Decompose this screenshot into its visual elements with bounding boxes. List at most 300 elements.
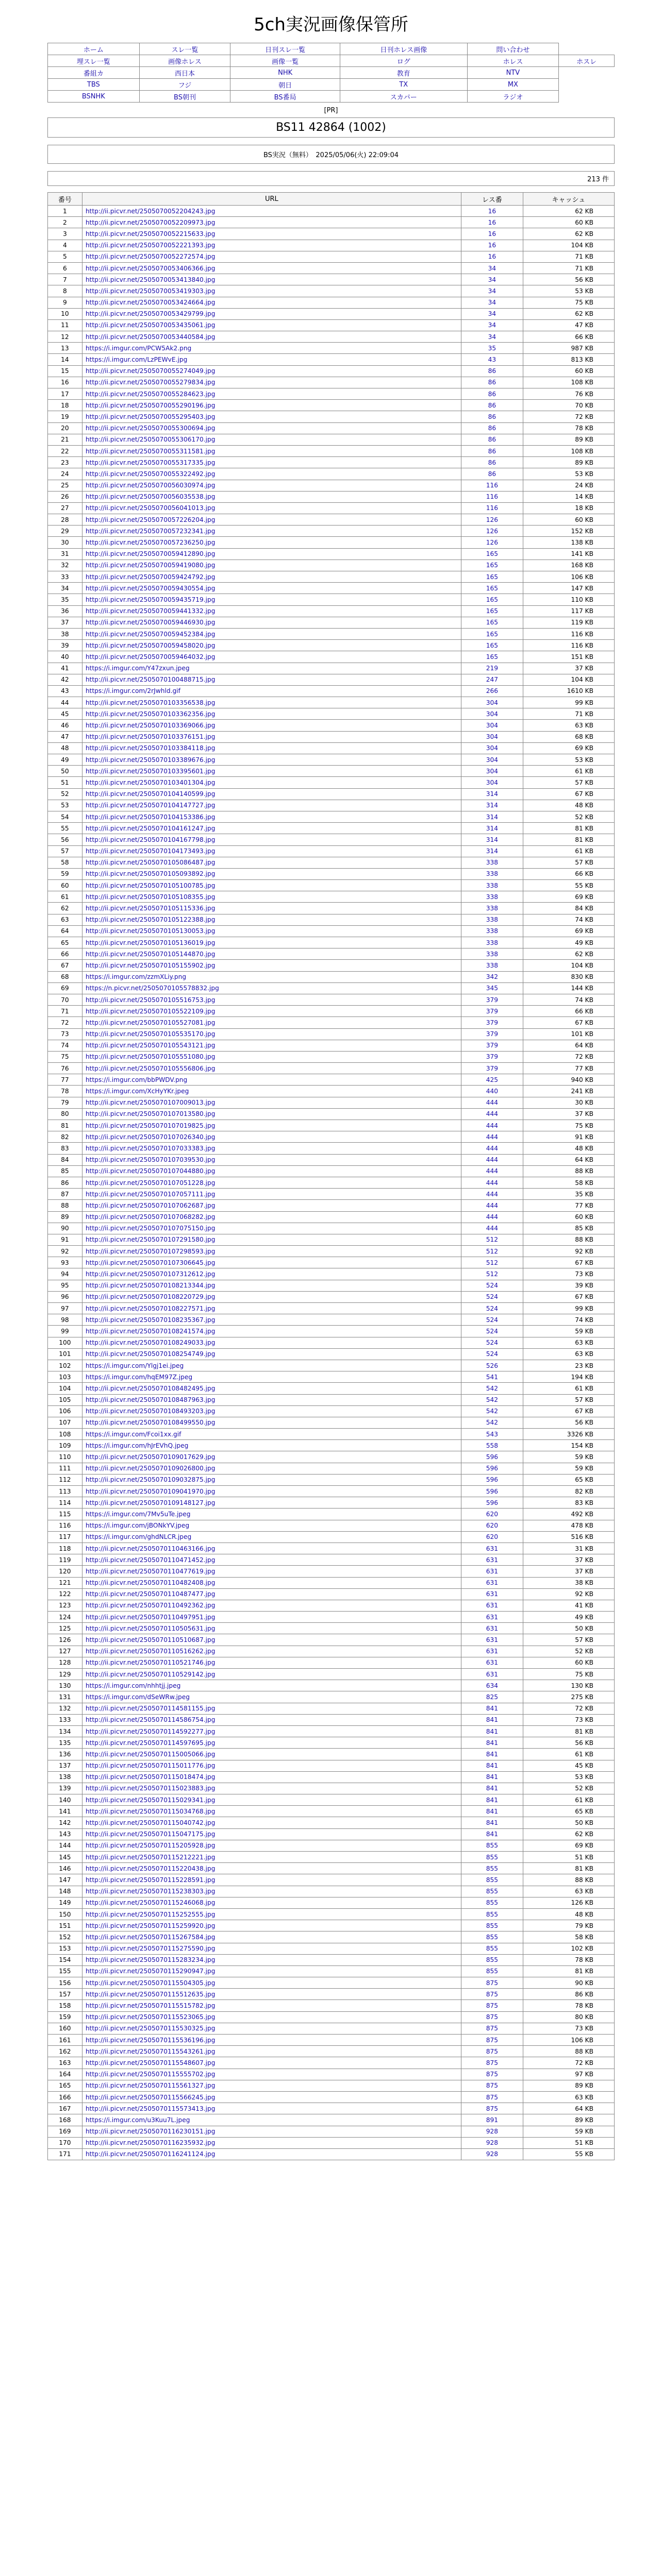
image-url-link[interactable]: http://ii.picvr.net/2505070057232341.jpg xyxy=(82,526,461,537)
res-number-link[interactable]: 875 xyxy=(461,1977,523,1989)
nav-link[interactable]: TX xyxy=(340,79,467,91)
image-url-link[interactable]: http://ii.picvr.net/2505070055317335.jpg xyxy=(82,457,461,468)
image-url-link[interactable]: http://ii.picvr.net/2505070116230151.jpg xyxy=(82,2126,461,2137)
image-url-link[interactable]: http://ii.picvr.net/2505070053413840.jpg xyxy=(82,274,461,285)
res-number-link[interactable]: 855 xyxy=(461,1897,523,1908)
res-number-link[interactable]: 524 xyxy=(461,1348,523,1360)
image-url-link[interactable]: https://i.imgur.com/u3Kuu7L.jpeg xyxy=(82,2114,461,2126)
nav-link[interactable]: NTV xyxy=(467,67,559,79)
image-url-link[interactable]: http://ii.picvr.net/2505070115040742.jpg xyxy=(82,1817,461,1828)
res-number-link[interactable]: 875 xyxy=(461,1989,523,2000)
res-number-link[interactable]: 338 xyxy=(461,960,523,971)
image-url-link[interactable]: http://ii.picvr.net/2505070052204243.jpg xyxy=(82,206,461,217)
image-url-link[interactable]: http://ii.picvr.net/2505070059435719.jpg xyxy=(82,594,461,605)
image-url-link[interactable]: http://ii.picvr.net/2505070110529142.jpg xyxy=(82,1669,461,1680)
image-url-link[interactable]: http://ii.picvr.net/2505070053424664.jpg xyxy=(82,297,461,308)
image-url-link[interactable]: http://ii.picvr.net/2505070107026340.jpg xyxy=(82,1131,461,1143)
image-url-link[interactable]: http://ii.picvr.net/2505070107291580.jpg xyxy=(82,1234,461,1245)
res-number-link[interactable]: 524 xyxy=(461,1337,523,1348)
image-url-link[interactable]: http://ii.picvr.net/2505070107306645.jpg xyxy=(82,1257,461,1268)
image-url-link[interactable]: http://ii.picvr.net/2505070110487477.jpg xyxy=(82,1588,461,1600)
nav-link[interactable]: ホスレ xyxy=(559,55,615,67)
res-number-link[interactable]: 444 xyxy=(461,1211,523,1223)
res-number-link[interactable]: 825 xyxy=(461,1691,523,1703)
image-url-link[interactable]: http://ii.picvr.net/2505070109026800.jpg xyxy=(82,1463,461,1474)
image-url-link[interactable]: http://ii.picvr.net/2505070115504305.jpg xyxy=(82,1977,461,1989)
res-number-link[interactable]: 338 xyxy=(461,948,523,960)
image-url-link[interactable]: http://ii.picvr.net/2505070115005066.jpg xyxy=(82,1749,461,1760)
nav-link[interactable]: ラジオ xyxy=(467,91,559,103)
res-number-link[interactable]: 928 xyxy=(461,2148,523,2160)
res-number-link[interactable]: 165 xyxy=(461,628,523,639)
res-number-link[interactable]: 16 xyxy=(461,228,523,240)
image-url-link[interactable]: http://ii.picvr.net/2505070115252555.jpg xyxy=(82,1908,461,1920)
res-number-link[interactable]: 126 xyxy=(461,526,523,537)
image-url-link[interactable]: http://ii.picvr.net/2505070105551080.jpg xyxy=(82,1051,461,1062)
image-url-link[interactable]: http://ii.picvr.net/2505070104167798.jpg xyxy=(82,834,461,845)
res-number-link[interactable]: 86 xyxy=(461,388,523,400)
image-url-link[interactable]: http://ii.picvr.net/2505070059458020.jpg xyxy=(82,640,461,651)
image-url-link[interactable]: http://ii.picvr.net/2505070103401304.jpg xyxy=(82,777,461,788)
res-number-link[interactable]: 542 xyxy=(461,1417,523,1428)
image-url-link[interactable]: http://ii.picvr.net/2505070105556806.jpg xyxy=(82,1063,461,1074)
res-number-link[interactable]: 126 xyxy=(461,537,523,548)
image-url-link[interactable]: http://ii.picvr.net/2505070110510687.jpg xyxy=(82,1634,461,1646)
nav-link[interactable]: ログ xyxy=(340,55,467,67)
res-number-link[interactable]: 542 xyxy=(461,1405,523,1417)
image-url-link[interactable]: http://ii.picvr.net/2505070105130053.jpg xyxy=(82,925,461,937)
image-url-link[interactable]: http://ii.picvr.net/2505070108213344.jpg xyxy=(82,1280,461,1291)
image-url-link[interactable]: http://ii.picvr.net/2505070110497951.jpg xyxy=(82,1612,461,1623)
nav-link[interactable]: 問い合わせ xyxy=(467,43,559,55)
res-number-link[interactable]: 304 xyxy=(461,754,523,766)
res-number-link[interactable]: 165 xyxy=(461,583,523,594)
res-number-link[interactable]: 34 xyxy=(461,262,523,274)
image-url-link[interactable]: http://ii.picvr.net/2505070115238303.jpg xyxy=(82,1886,461,1897)
res-number-link[interactable]: 86 xyxy=(461,445,523,456)
image-url-link[interactable]: http://ii.picvr.net/2505070115543261.jpg xyxy=(82,2046,461,2057)
image-url-link[interactable]: http://ii.picvr.net/2505070055295403.jpg xyxy=(82,411,461,422)
res-number-link[interactable]: 875 xyxy=(461,2046,523,2057)
image-url-link[interactable]: https://i.imgur.com/LzPEWvE.jpg xyxy=(82,354,461,365)
res-number-link[interactable]: 855 xyxy=(461,1886,523,1897)
image-url-link[interactable]: http://ii.picvr.net/2505070055306170.jpg xyxy=(82,434,461,445)
res-number-link[interactable]: 86 xyxy=(461,434,523,445)
res-number-link[interactable]: 165 xyxy=(461,640,523,651)
image-url-link[interactable]: http://ii.picvr.net/2505070059419080.jpg xyxy=(82,560,461,571)
image-url-link[interactable]: http://ii.picvr.net/2505070103389676.jpg xyxy=(82,754,461,766)
res-number-link[interactable]: 338 xyxy=(461,925,523,937)
nav-link[interactable]: 日刊ホレス画像 xyxy=(340,43,467,55)
res-number-link[interactable]: 631 xyxy=(461,1657,523,1668)
nav-link[interactable]: BS番局 xyxy=(230,91,340,103)
res-number-link[interactable]: 855 xyxy=(461,1863,523,1874)
image-url-link[interactable]: http://ii.picvr.net/2505070059464032.jpg xyxy=(82,651,461,663)
image-url-link[interactable]: http://ii.picvr.net/2505070116241124.jpg xyxy=(82,2148,461,2160)
image-url-link[interactable]: http://ii.picvr.net/2505070108254749.jpg xyxy=(82,1348,461,1360)
image-url-link[interactable]: https://i.imgur.com/ghdNLCR.jpeg xyxy=(82,1531,461,1543)
res-number-link[interactable]: 338 xyxy=(461,868,523,879)
res-number-link[interactable]: 379 xyxy=(461,1017,523,1028)
nav-link[interactable]: 日刊スレ一覧 xyxy=(230,43,340,55)
res-number-link[interactable]: 524 xyxy=(461,1314,523,1326)
res-number-link[interactable]: 165 xyxy=(461,605,523,617)
nav-link[interactable]: 画像ホレス xyxy=(139,55,230,67)
image-url-link[interactable]: http://ii.picvr.net/2505070107039530.jpg xyxy=(82,1154,461,1165)
image-url-link[interactable]: http://ii.picvr.net/2505070110477619.jpg xyxy=(82,1566,461,1577)
image-url-link[interactable]: http://ii.picvr.net/2505070115523065.jpg xyxy=(82,2011,461,2023)
res-number-link[interactable]: 875 xyxy=(461,2023,523,2034)
image-url-link[interactable]: https://i.imgur.com/bbPWDV.png xyxy=(82,1074,461,1086)
image-url-link[interactable]: http://ii.picvr.net/2505070115267584.jpg xyxy=(82,1931,461,1943)
image-url-link[interactable]: http://ii.picvr.net/2505070103356538.jpg xyxy=(82,697,461,708)
res-number-link[interactable]: 596 xyxy=(461,1451,523,1463)
res-number-link[interactable]: 524 xyxy=(461,1291,523,1302)
res-number-link[interactable]: 444 xyxy=(461,1200,523,1211)
res-number-link[interactable]: 444 xyxy=(461,1108,523,1120)
res-number-link[interactable]: 34 xyxy=(461,308,523,319)
res-number-link[interactable]: 34 xyxy=(461,297,523,308)
res-number-link[interactable]: 444 xyxy=(461,1131,523,1143)
nav-link[interactable]: BS朝刊 xyxy=(139,91,230,103)
res-number-link[interactable]: 512 xyxy=(461,1257,523,1268)
image-url-link[interactable]: http://ii.picvr.net/2505070110463166.jpg xyxy=(82,1543,461,1554)
res-number-link[interactable]: 338 xyxy=(461,914,523,925)
image-url-link[interactable]: http://ii.picvr.net/2505070115212221.jpg xyxy=(82,1852,461,1863)
image-url-link[interactable]: http://ii.picvr.net/2505070115259920.jpg xyxy=(82,1920,461,1931)
image-url-link[interactable]: http://ii.picvr.net/2505070105122388.jpg xyxy=(82,914,461,925)
image-url-link[interactable]: http://ii.picvr.net/2505070059412890.jpg xyxy=(82,548,461,560)
image-url-link[interactable]: http://ii.picvr.net/2505070109032875.jpg xyxy=(82,1474,461,1485)
res-number-link[interactable]: 304 xyxy=(461,697,523,708)
image-url-link[interactable]: http://ii.picvr.net/2505070109148127.jpg xyxy=(82,1497,461,1509)
res-number-link[interactable]: 620 xyxy=(461,1520,523,1531)
image-url-link[interactable]: http://ii.picvr.net/2505070110516262.jpg xyxy=(82,1646,461,1657)
image-url-link[interactable]: http://ii.picvr.net/2505070105527081.jpg xyxy=(82,1017,461,1028)
res-number-link[interactable]: 875 xyxy=(461,2069,523,2080)
res-number-link[interactable]: 314 xyxy=(461,834,523,845)
image-url-link[interactable]: http://ii.picvr.net/2505070115246068.jpg xyxy=(82,1897,461,1908)
res-number-link[interactable]: 444 xyxy=(461,1165,523,1177)
res-number-link[interactable]: 266 xyxy=(461,685,523,697)
nav-link[interactable]: スレ一覧 xyxy=(139,43,230,55)
image-url-link[interactable]: http://ii.picvr.net/2505070115275590.jpg xyxy=(82,1943,461,1954)
image-url-link[interactable]: http://ii.picvr.net/2505070115029341.jpg xyxy=(82,1794,461,1806)
image-url-link[interactable]: http://ii.picvr.net/2505070103395601.jpg xyxy=(82,766,461,777)
image-url-link[interactable]: http://ii.picvr.net/2505070105108355.jpg xyxy=(82,891,461,903)
res-number-link[interactable]: 631 xyxy=(461,1612,523,1623)
image-url-link[interactable]: http://ii.picvr.net/2505070109017629.jpg xyxy=(82,1451,461,1463)
res-number-link[interactable]: 620 xyxy=(461,1531,523,1543)
image-url-link[interactable]: http://ii.picvr.net/2505070114581155.jpg xyxy=(82,1703,461,1714)
image-url-link[interactable]: http://ii.picvr.net/2505070056035538.jpg xyxy=(82,491,461,502)
res-number-link[interactable]: 875 xyxy=(461,2080,523,2091)
image-url-link[interactable]: http://ii.picvr.net/2505070059424792.jpg xyxy=(82,571,461,583)
res-number-link[interactable]: 165 xyxy=(461,560,523,571)
image-url-link[interactable]: http://ii.picvr.net/2505070107051228.jpg xyxy=(82,1177,461,1188)
image-url-link[interactable]: http://ii.picvr.net/2505070052221393.jpg xyxy=(82,240,461,251)
image-url-link[interactable]: http://ii.picvr.net/2505070105115336.jpg xyxy=(82,903,461,914)
res-number-link[interactable]: 314 xyxy=(461,788,523,800)
image-url-link[interactable]: http://ii.picvr.net/2505070115530325.jpg xyxy=(82,2023,461,2034)
res-number-link[interactable]: 43 xyxy=(461,354,523,365)
res-number-link[interactable]: 542 xyxy=(461,1394,523,1405)
image-url-link[interactable]: http://ii.picvr.net/2505070115548607.jpg xyxy=(82,2057,461,2069)
image-url-link[interactable]: http://ii.picvr.net/2505070115555702.jpg xyxy=(82,2069,461,2080)
res-number-link[interactable]: 631 xyxy=(461,1669,523,1680)
res-number-link[interactable]: 558 xyxy=(461,1440,523,1451)
res-number-link[interactable]: 855 xyxy=(461,1965,523,1977)
image-url-link[interactable]: http://ii.picvr.net/2505070105093892.jpg xyxy=(82,868,461,879)
nav-link[interactable]: 西日本 xyxy=(139,67,230,79)
image-url-link[interactable]: http://ii.picvr.net/2505070108493203.jpg xyxy=(82,1405,461,1417)
image-url-link[interactable]: http://ii.picvr.net/2505070057226204.jpg xyxy=(82,514,461,526)
res-number-link[interactable]: 526 xyxy=(461,1360,523,1371)
res-number-link[interactable]: 855 xyxy=(461,1840,523,1851)
nav-link[interactable]: TBS xyxy=(48,79,140,91)
nav-link[interactable]: スカパー xyxy=(340,91,467,103)
image-url-link[interactable]: http://ii.picvr.net/2505070055322492.jpg xyxy=(82,468,461,480)
image-url-link[interactable]: http://ii.picvr.net/2505070107298593.jpg xyxy=(82,1246,461,1257)
res-number-link[interactable]: 841 xyxy=(461,1760,523,1771)
res-number-link[interactable]: 855 xyxy=(461,1931,523,1943)
res-number-link[interactable]: 631 xyxy=(461,1554,523,1566)
res-number-link[interactable]: 512 xyxy=(461,1268,523,1280)
image-url-link[interactable]: http://ii.picvr.net/2505070115205928.jpg xyxy=(82,1840,461,1851)
res-number-link[interactable]: 444 xyxy=(461,1120,523,1131)
res-number-link[interactable]: 116 xyxy=(461,491,523,502)
image-url-link[interactable]: https://i.imgur.com/jBONkYV.jpeg xyxy=(82,1520,461,1531)
res-number-link[interactable]: 444 xyxy=(461,1189,523,1200)
image-url-link[interactable]: http://ii.picvr.net/2505070105086487.jpg xyxy=(82,857,461,868)
image-url-link[interactable]: https://n.picvr.net/2505070105578832.jpg xyxy=(82,982,461,994)
res-number-link[interactable]: 440 xyxy=(461,1086,523,1097)
res-number-link[interactable]: 928 xyxy=(461,2126,523,2137)
image-url-link[interactable]: http://ii.picvr.net/2505070105522109.jpg xyxy=(82,1006,461,1017)
image-url-link[interactable]: https://i.imgur.com/Fcoi1xx.gif xyxy=(82,1429,461,1440)
image-url-link[interactable]: http://ii.picvr.net/2505070115573413.jpg xyxy=(82,2103,461,2114)
image-url-link[interactable]: http://ii.picvr.net/2505070110505631.jpg xyxy=(82,1623,461,1634)
image-url-link[interactable]: http://ii.picvr.net/2505070105136019.jpg xyxy=(82,937,461,948)
nav-link[interactable]: 朝日 xyxy=(230,79,340,91)
res-number-link[interactable]: 304 xyxy=(461,742,523,754)
res-number-link[interactable]: 338 xyxy=(461,903,523,914)
res-number-link[interactable]: 314 xyxy=(461,811,523,822)
res-number-link[interactable]: 631 xyxy=(461,1600,523,1611)
image-url-link[interactable]: http://ii.picvr.net/2505070115283234.jpg xyxy=(82,1954,461,1965)
image-url-link[interactable]: http://ii.picvr.net/2505070108499550.jpg xyxy=(82,1417,461,1428)
res-number-link[interactable]: 855 xyxy=(461,1908,523,1920)
image-url-link[interactable]: http://ii.picvr.net/2505070115512635.jpg xyxy=(82,1989,461,2000)
image-url-link[interactable]: http://ii.picvr.net/2505070115018474.jpg xyxy=(82,1771,461,1783)
image-url-link[interactable]: http://ii.picvr.net/2505070059441332.jpg xyxy=(82,605,461,617)
res-number-link[interactable]: 855 xyxy=(461,1920,523,1931)
image-url-link[interactable]: http://ii.picvr.net/2505070103362356.jpg xyxy=(82,708,461,720)
res-number-link[interactable]: 86 xyxy=(461,400,523,411)
res-number-link[interactable]: 855 xyxy=(461,1874,523,1886)
image-url-link[interactable]: http://ii.picvr.net/2505070107033383.jpg xyxy=(82,1143,461,1154)
res-number-link[interactable]: 596 xyxy=(461,1474,523,1485)
res-number-link[interactable]: 875 xyxy=(461,2000,523,2011)
image-url-link[interactable]: http://ii.picvr.net/2505070053429799.jpg xyxy=(82,308,461,319)
image-url-link[interactable]: http://ii.picvr.net/2505070109041970.jpg xyxy=(82,1486,461,1497)
image-url-link[interactable]: http://ii.picvr.net/2505070052272574.jpg xyxy=(82,251,461,262)
res-number-link[interactable]: 444 xyxy=(461,1097,523,1108)
res-number-link[interactable]: 86 xyxy=(461,411,523,422)
res-number-link[interactable]: 345 xyxy=(461,982,523,994)
image-url-link[interactable]: http://ii.picvr.net/2505070055284623.jpg xyxy=(82,388,461,400)
image-url-link[interactable]: http://ii.picvr.net/2505070107075150.jpg xyxy=(82,1223,461,1234)
image-url-link[interactable]: http://ii.picvr.net/2505070053419303.jpg xyxy=(82,285,461,297)
image-url-link[interactable]: http://ii.picvr.net/2505070115290947.jpg xyxy=(82,1965,461,1977)
image-url-link[interactable]: http://ii.picvr.net/2505070108235367.jpg xyxy=(82,1314,461,1326)
image-url-link[interactable]: http://ii.picvr.net/2505070055290196.jpg xyxy=(82,400,461,411)
res-number-link[interactable]: 875 xyxy=(461,2103,523,2114)
nav-link[interactable]: 番組カ xyxy=(48,67,140,79)
res-number-link[interactable]: 928 xyxy=(461,2137,523,2148)
image-url-link[interactable]: http://ii.picvr.net/2505070107019825.jpg xyxy=(82,1120,461,1131)
res-number-link[interactable]: 34 xyxy=(461,285,523,297)
res-number-link[interactable]: 304 xyxy=(461,720,523,731)
res-number-link[interactable]: 314 xyxy=(461,800,523,811)
image-url-link[interactable]: http://ii.picvr.net/2505070115566245.jpg xyxy=(82,2091,461,2103)
image-url-link[interactable]: http://ii.picvr.net/2505070115515782.jpg xyxy=(82,2000,461,2011)
res-number-link[interactable]: 512 xyxy=(461,1246,523,1257)
image-url-link[interactable]: https://i.imgur.com/nhhtjj.jpeg xyxy=(82,1680,461,1691)
image-url-link[interactable]: https://i.imgur.com/PCW5Ak2.png xyxy=(82,343,461,354)
res-number-link[interactable]: 524 xyxy=(461,1326,523,1337)
res-number-link[interactable]: 116 xyxy=(461,480,523,491)
res-number-link[interactable]: 631 xyxy=(461,1588,523,1600)
image-url-link[interactable]: http://ii.picvr.net/2505070115220438.jpg xyxy=(82,1863,461,1874)
res-number-link[interactable]: 631 xyxy=(461,1543,523,1554)
image-url-link[interactable]: http://ii.picvr.net/2505070055300694.jpg xyxy=(82,422,461,434)
res-number-link[interactable]: 543 xyxy=(461,1429,523,1440)
image-url-link[interactable]: http://ii.picvr.net/2505070053406366.jpg xyxy=(82,262,461,274)
res-number-link[interactable]: 855 xyxy=(461,1954,523,1965)
image-url-link[interactable]: http://ii.picvr.net/2505070110482408.jpg xyxy=(82,1577,461,1588)
image-url-link[interactable]: http://ii.picvr.net/2505070115536196.jpg xyxy=(82,2035,461,2046)
image-url-link[interactable]: http://ii.picvr.net/2505070053435061.jpg xyxy=(82,319,461,331)
res-number-link[interactable]: 875 xyxy=(461,2011,523,2023)
res-number-link[interactable]: 524 xyxy=(461,1280,523,1291)
res-number-link[interactable]: 379 xyxy=(461,1051,523,1062)
image-url-link[interactable]: http://ii.picvr.net/2505070059430554.jpg xyxy=(82,583,461,594)
image-url-link[interactable]: http://ii.picvr.net/2505070105155902.jpg xyxy=(82,960,461,971)
res-number-link[interactable]: 338 xyxy=(461,937,523,948)
image-url-link[interactable]: http://ii.picvr.net/2505070100488715.jpg xyxy=(82,674,461,685)
nav-link[interactable]: 教育 xyxy=(340,67,467,79)
nav-link[interactable]: BSNHK xyxy=(48,91,140,103)
res-number-link[interactable]: 596 xyxy=(461,1463,523,1474)
image-url-link[interactable]: http://ii.picvr.net/2505070105144870.jpg xyxy=(82,948,461,960)
res-number-link[interactable]: 425 xyxy=(461,1074,523,1086)
nav-link[interactable]: ホレス xyxy=(467,55,559,67)
image-url-link[interactable]: http://ii.picvr.net/2505070055311581.jpg xyxy=(82,445,461,456)
image-url-link[interactable]: http://ii.picvr.net/2505070115228591.jpg xyxy=(82,1874,461,1886)
res-number-link[interactable]: 542 xyxy=(461,1383,523,1394)
res-number-link[interactable]: 16 xyxy=(461,217,523,228)
res-number-link[interactable]: 86 xyxy=(461,457,523,468)
res-number-link[interactable]: 444 xyxy=(461,1154,523,1165)
image-url-link[interactable]: http://ii.picvr.net/2505070105535170.jpg xyxy=(82,1028,461,1040)
res-number-link[interactable]: 841 xyxy=(461,1794,523,1806)
res-number-link[interactable]: 596 xyxy=(461,1486,523,1497)
image-url-link[interactable]: http://ii.picvr.net/2505070105100785.jpg xyxy=(82,880,461,891)
image-url-link[interactable]: http://ii.picvr.net/2505070104153386.jpg xyxy=(82,811,461,822)
image-url-link[interactable]: https://i.imgur.com/dSeWRw.jpeg xyxy=(82,1691,461,1703)
image-url-link[interactable]: https://i.imgur.com/hqEM97Z.jpeg xyxy=(82,1371,461,1383)
res-number-link[interactable]: 304 xyxy=(461,731,523,742)
nav-link[interactable]: 埋スレ一覧 xyxy=(48,55,140,67)
image-url-link[interactable]: http://ii.picvr.net/2505070115561327.jpg xyxy=(82,2080,461,2091)
res-number-link[interactable]: 304 xyxy=(461,766,523,777)
res-number-link[interactable]: 841 xyxy=(461,1737,523,1749)
res-number-link[interactable]: 304 xyxy=(461,708,523,720)
image-url-link[interactable]: http://ii.picvr.net/2505070056030974.jpg xyxy=(82,480,461,491)
res-number-link[interactable]: 855 xyxy=(461,1852,523,1863)
image-url-link[interactable]: http://ii.picvr.net/2505070115047175.jpg xyxy=(82,1828,461,1840)
image-url-link[interactable]: http://ii.picvr.net/2505070115034768.jpg xyxy=(82,1806,461,1817)
res-number-link[interactable]: 165 xyxy=(461,548,523,560)
nav-link[interactable]: フジ xyxy=(139,79,230,91)
nav-link[interactable]: NHK xyxy=(230,67,340,79)
res-number-link[interactable]: 165 xyxy=(461,617,523,628)
res-number-link[interactable]: 541 xyxy=(461,1371,523,1383)
res-number-link[interactable]: 126 xyxy=(461,514,523,526)
image-url-link[interactable]: http://ii.picvr.net/2505070107013580.jpg xyxy=(82,1108,461,1120)
res-number-link[interactable]: 338 xyxy=(461,880,523,891)
res-number-link[interactable]: 86 xyxy=(461,422,523,434)
image-url-link[interactable]: http://ii.picvr.net/2505070059446930.jpg xyxy=(82,617,461,628)
image-url-link[interactable]: http://ii.picvr.net/2505070108220729.jpg xyxy=(82,1291,461,1302)
image-url-link[interactable]: http://ii.picvr.net/2505070115011776.jpg xyxy=(82,1760,461,1771)
image-url-link[interactable]: http://ii.picvr.net/2505070053440584.jpg xyxy=(82,331,461,343)
image-url-link[interactable]: http://ii.picvr.net/2505070114586754.jpg xyxy=(82,1714,461,1725)
image-url-link[interactable]: http://ii.picvr.net/2505070110471452.jpg xyxy=(82,1554,461,1566)
res-number-link[interactable]: 875 xyxy=(461,2091,523,2103)
res-number-link[interactable]: 841 xyxy=(461,1703,523,1714)
image-url-link[interactable]: https://i.imgur.com/XcHyYKr.jpeg xyxy=(82,1086,461,1097)
image-url-link[interactable]: http://ii.picvr.net/2505070107044880.jpg xyxy=(82,1165,461,1177)
nav-link[interactable]: MX xyxy=(467,79,559,91)
res-number-link[interactable]: 219 xyxy=(461,663,523,674)
res-number-link[interactable]: 314 xyxy=(461,823,523,834)
image-url-link[interactable]: http://ii.picvr.net/2505070104147727.jpg xyxy=(82,800,461,811)
image-url-link[interactable]: http://ii.picvr.net/2505070104140599.jpg xyxy=(82,788,461,800)
res-number-link[interactable]: 34 xyxy=(461,331,523,343)
image-url-link[interactable]: http://ii.picvr.net/2505070104173493.jpg xyxy=(82,845,461,857)
image-url-link[interactable]: http://ii.picvr.net/2505070057236250.jpg xyxy=(82,537,461,548)
image-url-link[interactable]: http://ii.picvr.net/2505070103376151.jpg xyxy=(82,731,461,742)
res-number-link[interactable]: 86 xyxy=(461,365,523,377)
image-url-link[interactable]: http://ii.picvr.net/2505070052215633.jpg xyxy=(82,228,461,240)
res-number-link[interactable]: 86 xyxy=(461,377,523,388)
res-number-link[interactable]: 512 xyxy=(461,1234,523,1245)
image-url-link[interactable]: https://i.imgur.com/hJrEVhQ.jpeg xyxy=(82,1440,461,1451)
image-url-link[interactable]: http://ii.picvr.net/2505070104161247.jpg xyxy=(82,823,461,834)
res-number-link[interactable]: 34 xyxy=(461,274,523,285)
image-url-link[interactable]: http://ii.picvr.net/2505070105516753.jpg xyxy=(82,994,461,1005)
image-url-link[interactable]: http://ii.picvr.net/2505070114592277.jpg xyxy=(82,1725,461,1737)
image-url-link[interactable]: http://ii.picvr.net/2505070103369066.jpg xyxy=(82,720,461,731)
image-url-link[interactable]: http://ii.picvr.net/2505070055274049.jpg xyxy=(82,365,461,377)
image-url-link[interactable]: http://ii.picvr.net/2505070108241574.jpg xyxy=(82,1326,461,1337)
image-url-link[interactable]: http://ii.picvr.net/2505070116235932.jpg xyxy=(82,2137,461,2148)
res-number-link[interactable]: 116 xyxy=(461,502,523,514)
res-number-link[interactable]: 631 xyxy=(461,1623,523,1634)
res-number-link[interactable]: 16 xyxy=(461,251,523,262)
